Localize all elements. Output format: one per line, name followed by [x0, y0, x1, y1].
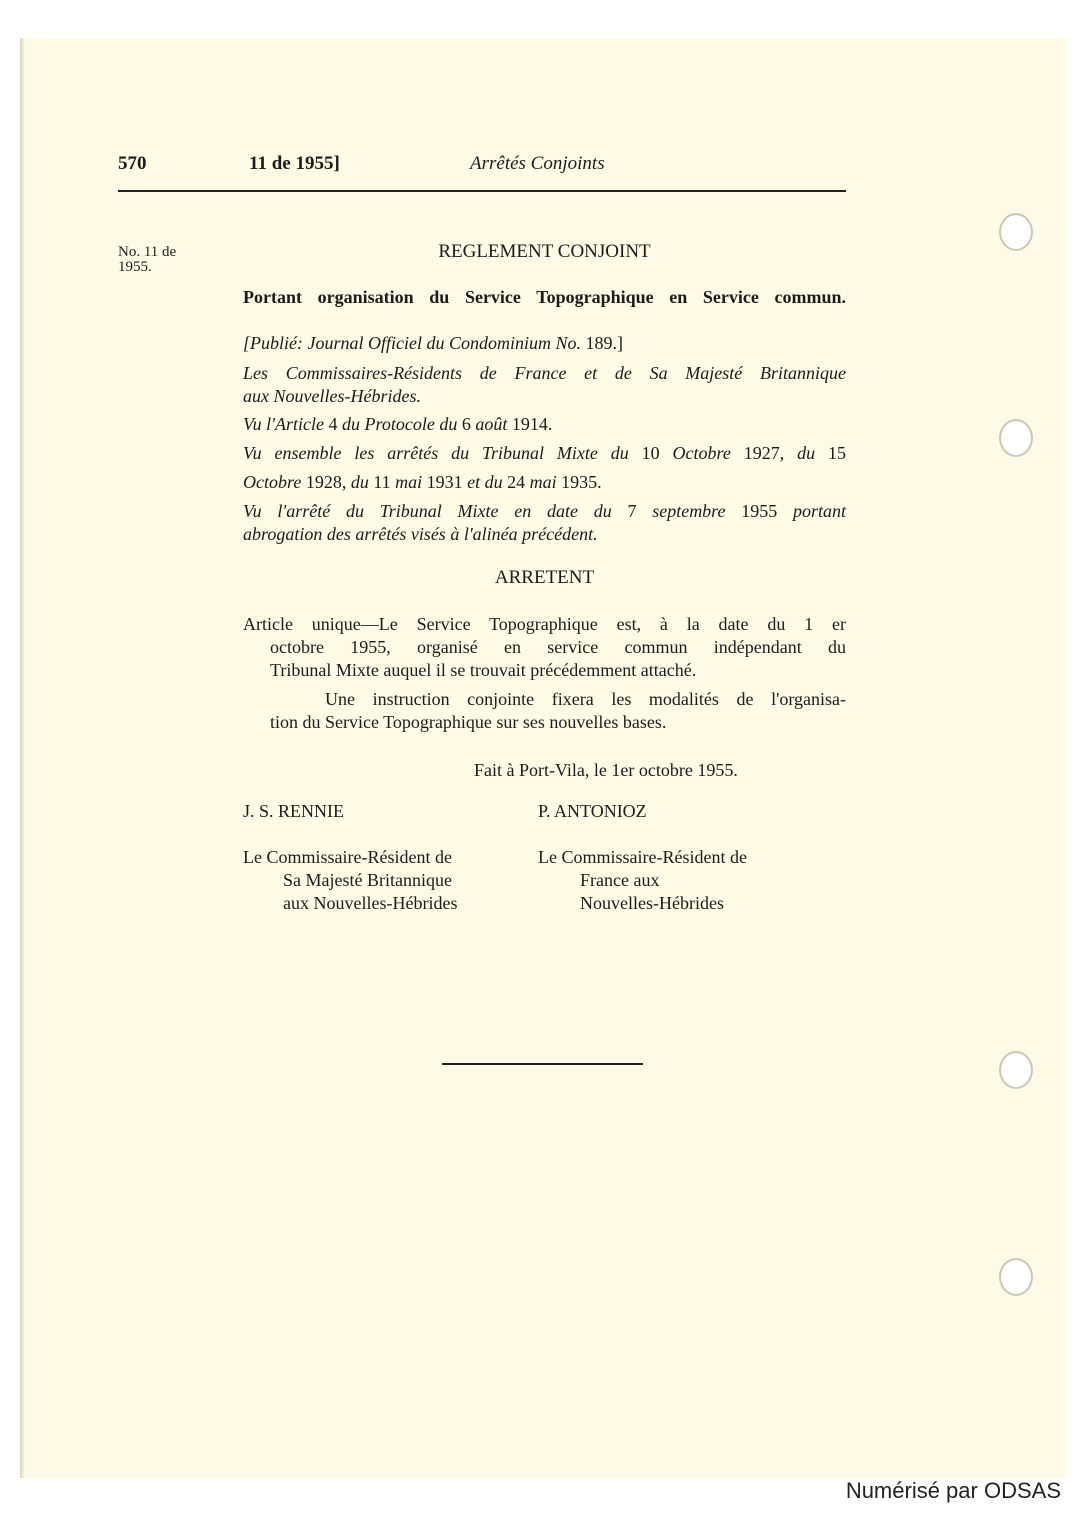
arretent-heading: ARRETENT — [494, 567, 595, 588]
article-line: octobre 1955, organisé en service commun indépendant du — [270, 637, 846, 657]
article-line: tion du Service Topographique sur ses nouvelles bases. — [270, 712, 667, 732]
document-title: REGLEMENT CONJOINT — [438, 241, 651, 262]
vu1-num: 1914. — [507, 414, 553, 434]
header-rule — [118, 190, 846, 192]
commissioners-line: Les Commissaires-Résidents de France et de Sa Majesté Britannique — [243, 363, 846, 383]
role-line: Le Commissaire-Résident de — [538, 847, 747, 867]
role-line: aux Nouvelles-Hébrides — [283, 893, 458, 913]
vu-protocole — [243, 413, 846, 436]
commissioners-line: aux Nouvelles-Hébrides. — [243, 386, 421, 406]
article-unique — [243, 613, 846, 734]
punch-hole-icon — [999, 419, 1033, 457]
done-at-line: Fait à Port-Vila, le 1er octobre 1955. — [474, 760, 738, 780]
digitization-credit: Numérisé par ODSAS — [845, 1478, 1061, 1503]
vu3-num: 1955 — [725, 501, 794, 521]
signatory-left-role — [243, 846, 513, 915]
vu2-num: 15 — [815, 443, 847, 463]
vu2-text: mai — [395, 472, 423, 492]
vu1-text: août — [475, 414, 508, 434]
vu2-num: 11 — [368, 472, 396, 492]
vu3-num: 7 — [611, 501, 653, 521]
document-subtitle: Portant organisation du Service Topographique en Service commun. — [243, 287, 846, 307]
role-line: Sa Majesté Britannique — [283, 870, 452, 890]
publication-note-number: 189.] — [580, 333, 623, 353]
vu2-text: Vu ensemble les arrêtés du Tribunal Mixte du — [243, 443, 629, 463]
vu2-text: du — [350, 472, 369, 492]
vu2-num: 1931 — [422, 472, 468, 492]
vu1-text: Vu l'Article — [243, 414, 324, 434]
vu1-num: 6 — [457, 414, 476, 434]
vu2-num: 24 — [502, 472, 530, 492]
article-line: Une instruction conjointe fixera les modalités de l'organisa- — [325, 689, 846, 709]
margin-note-line: No. 11 de — [118, 244, 177, 260]
commissioners-paragraph — [243, 362, 846, 408]
vu-arretes-line2 — [243, 471, 846, 494]
page-edge-shadow — [20, 38, 25, 1478]
signatory-left-name: J. S. RENNIE — [243, 801, 345, 821]
vu2-text: et du — [467, 472, 503, 492]
vu2-num: 1928, — [301, 472, 351, 492]
article-line: Tribunal Mixte auquel il se trouvait précédemment attaché. — [270, 660, 697, 680]
vu2-num: 10 — [628, 443, 673, 463]
header-part: 11 de 1955] — [249, 153, 340, 174]
vu-tribunal-line1 — [243, 500, 846, 523]
punch-hole-icon — [999, 1258, 1033, 1296]
page-number: 570 — [118, 153, 147, 174]
margin-note-line: 1955. — [118, 259, 152, 275]
vu2-text: du — [797, 443, 816, 463]
vu2-num: 1935. — [556, 472, 602, 492]
role-line: Le Commissaire-Résident de — [243, 847, 452, 867]
vu2-text: Octobre — [672, 443, 731, 463]
end-rule — [442, 1063, 643, 1065]
vu2-num: 1927, — [730, 443, 798, 463]
vu3-text: septembre — [652, 501, 726, 521]
role-line: France aux — [580, 870, 660, 890]
publication-note — [243, 332, 846, 355]
signatory-right-role — [538, 846, 828, 915]
vu1-text: du Protocole du — [342, 414, 458, 434]
vu-tribunal-line2: abrogation des arrêtés visés à l'alinéa précédent. — [243, 524, 598, 544]
article-line: Article unique—Le Service Topographique est, à la date du 1 er — [243, 614, 846, 634]
vu2-text: Octobre — [243, 472, 302, 492]
role-line: Nouvelles-Hébrides — [580, 893, 724, 913]
punch-hole-icon — [999, 1051, 1033, 1089]
vu-arretes-line1 — [243, 442, 846, 465]
header-section-title: Arrêtés Conjoints — [470, 153, 605, 174]
vu2-text: mai — [529, 472, 557, 492]
margin-note — [118, 245, 218, 275]
vu1-num: 4 — [324, 414, 342, 434]
vu3-text: Vu l'arrêté du Tribunal Mixte en date du — [243, 501, 612, 521]
publication-note-italic: [Publié: Journal Officiel du Condominium No. — [243, 333, 581, 353]
signatory-right-name: P. ANTONIOZ — [538, 801, 647, 821]
vu3-text: portant — [793, 501, 847, 521]
punch-hole-icon — [999, 213, 1033, 251]
